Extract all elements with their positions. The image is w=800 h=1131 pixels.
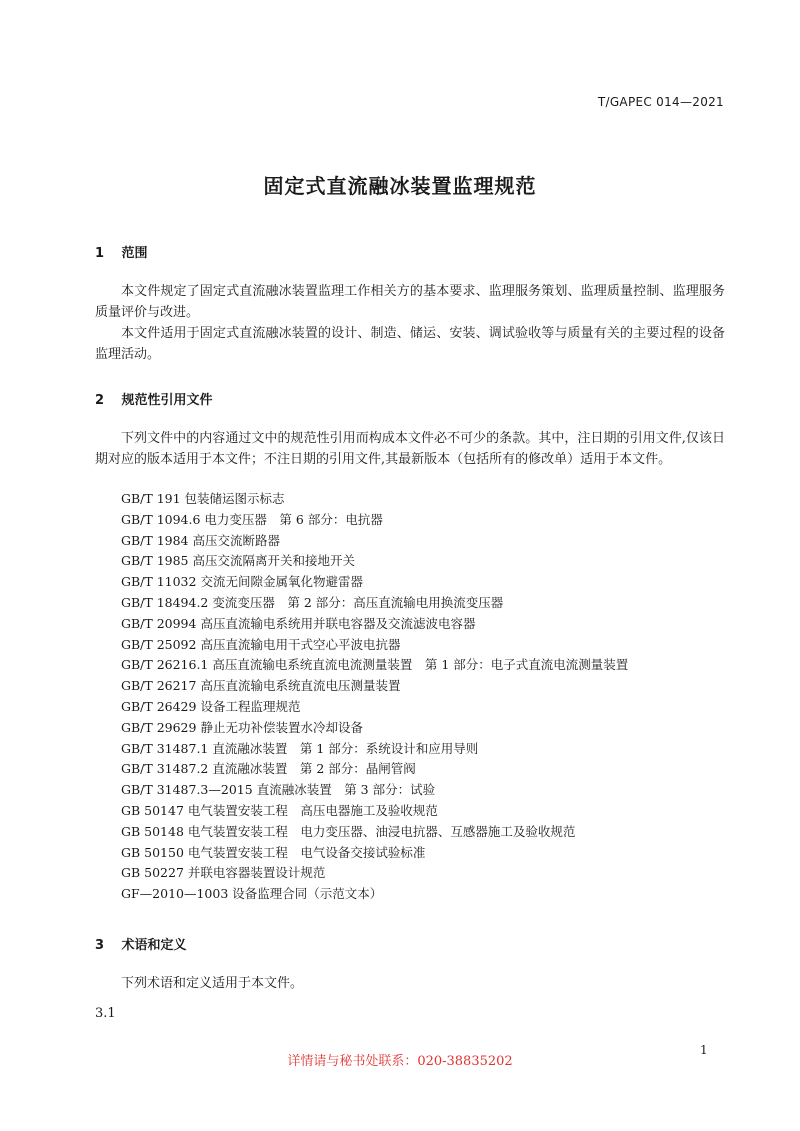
reference-code: GB/T 18494.2 bbox=[121, 594, 209, 610]
reference-item bbox=[121, 759, 628, 780]
reference-title: 交流无间隙金属氧化物避雷器 bbox=[200, 574, 363, 590]
section-number: 3 bbox=[95, 938, 105, 953]
reference-title: 电气装置安装工程 电气设备交接试验标准 bbox=[187, 844, 426, 860]
section-3-heading bbox=[95, 934, 187, 953]
section-1-heading bbox=[95, 242, 148, 261]
reference-item bbox=[121, 572, 628, 593]
page-number: 1 bbox=[700, 1043, 708, 1057]
subclause-number: 3.1 bbox=[95, 1006, 116, 1021]
reference-title: 高压直流输电用干式空心平波电抗器 bbox=[200, 636, 401, 652]
reference-code: GB 50227 bbox=[121, 865, 184, 881]
reference-item bbox=[121, 697, 628, 718]
reference-title: 电力变压器 第 6 部分：电抗器 bbox=[204, 511, 383, 527]
reference-code: GB/T 26429 bbox=[121, 698, 197, 714]
reference-item bbox=[121, 635, 628, 656]
reference-title: 直流融冰装置 第 3 部分：试验 bbox=[256, 782, 436, 798]
reference-title: 高压直流输电系统用并联电容器及交流滤波电容器 bbox=[200, 615, 476, 631]
section-2-paragraph-1: 下列文件中的内容通过文中的规范性引用而构成本文件必不可少的条款。其中，注日期的引用文件,仅该日期对应的版本适用于本文件；不注日期的引用文件,其最新版本（包括所有的修改单）适用于本文件。 bbox=[95, 431, 725, 467]
reference-code: GF—2010—1003 bbox=[121, 886, 229, 902]
reference-code: GB/T 1984 bbox=[121, 532, 189, 548]
reference-item bbox=[121, 739, 628, 760]
reference-item bbox=[121, 676, 628, 697]
document-code: T/GAPEC 014—2021 bbox=[597, 95, 724, 109]
reference-item bbox=[121, 822, 628, 843]
reference-code: GB/T 191 bbox=[121, 491, 181, 506]
reference-title: 高压交流隔离开关和接地开关 bbox=[192, 553, 356, 569]
page-title: 固定式直流融冰装置监理规范 bbox=[263, 174, 537, 198]
reference-title: 变流变压器 第 2 部分：高压直流输电用换流变压器 bbox=[212, 594, 504, 610]
reference-title: 直流融冰装置 第 2 部分：晶闸管阀 bbox=[212, 761, 416, 777]
reference-code: GB/T 26216.1 bbox=[121, 657, 209, 673]
section-title: 术语和定义 bbox=[121, 938, 187, 953]
reference-code: GB/T 31487.2 bbox=[121, 761, 209, 777]
section-2-heading bbox=[95, 389, 213, 408]
reference-item bbox=[121, 863, 628, 884]
reference-item bbox=[121, 489, 628, 510]
reference-title: 包装储运图示标志 bbox=[184, 491, 285, 506]
reference-title: 设备监理合同（示范文本） bbox=[232, 886, 383, 902]
reference-code: GB/T 31487.1 bbox=[121, 740, 209, 756]
reference-item bbox=[121, 510, 628, 531]
reference-code: GB/T 26217 bbox=[121, 678, 197, 694]
section-number: 1 bbox=[95, 246, 105, 261]
reference-item bbox=[121, 884, 628, 905]
reference-item bbox=[121, 551, 628, 572]
reference-code: GB/T 11032 bbox=[121, 574, 197, 590]
reference-code: GB/T 1094.6 bbox=[121, 511, 201, 527]
reference-item bbox=[121, 655, 628, 676]
normative-references-list bbox=[121, 489, 628, 905]
section-3-paragraph-1: 下列术语和定义适用于本文件。 bbox=[121, 976, 304, 991]
reference-title: 直流融冰装置 第 1 部分：系统设计和应用导则 bbox=[212, 740, 479, 756]
reference-item bbox=[121, 843, 628, 864]
reference-item bbox=[121, 780, 628, 801]
reference-code: GB 50148 bbox=[121, 823, 184, 839]
reference-title: 电气装置安装工程 电力变压器、油浸电抗器、互感器施工及验收规范 bbox=[187, 823, 576, 839]
reference-title: 电气装置安装工程 高压电器施工及验收规范 bbox=[187, 802, 438, 818]
section-title: 规范性引用文件 bbox=[121, 393, 213, 408]
reference-title: 设备工程监理规范 bbox=[200, 698, 301, 714]
reference-title: 高压交流断路器 bbox=[192, 532, 281, 548]
section-title: 范围 bbox=[121, 246, 148, 261]
secretariat-contact: 详情请与秘书处联系：020-38835202 bbox=[287, 1054, 513, 1069]
reference-code: GB 50150 bbox=[121, 844, 184, 860]
reference-code: GB/T 1985 bbox=[121, 553, 189, 569]
reference-item bbox=[121, 801, 628, 822]
reference-code: GB/T 31487.3—2015 bbox=[121, 782, 253, 798]
reference-title: 高压直流输电系统直流电压测量装置 bbox=[200, 678, 401, 694]
reference-code: GB/T 25092 bbox=[121, 636, 197, 652]
reference-item bbox=[121, 718, 628, 739]
reference-code: GB/T 29629 bbox=[121, 719, 197, 735]
section-1-paragraph-1: 本文件规定了固定式直流融冰装置监理工作相关方的基本要求、监理服务策划、监理质量控制、监理服务质量评价与改进。 bbox=[95, 284, 725, 320]
reference-item bbox=[121, 531, 628, 552]
reference-item bbox=[121, 593, 628, 614]
reference-title: 并联电容器装置设计规范 bbox=[187, 865, 326, 881]
reference-item bbox=[121, 614, 628, 635]
reference-title: 高压直流输电系统直流电流测量装置 第 1 部分：电子式直流电流测量装置 bbox=[212, 657, 629, 673]
section-number: 2 bbox=[95, 393, 105, 408]
section-1-paragraph-2: 本文件适用于固定式直流融冰装置的设计、制造、储运、安装、调试验收等与质量有关的主要过程的设备监理活动。 bbox=[95, 326, 725, 362]
reference-code: GB 50147 bbox=[121, 802, 184, 818]
reference-title: 静止无功补偿装置水冷却设备 bbox=[200, 719, 363, 735]
reference-code: GB/T 20994 bbox=[121, 615, 197, 631]
